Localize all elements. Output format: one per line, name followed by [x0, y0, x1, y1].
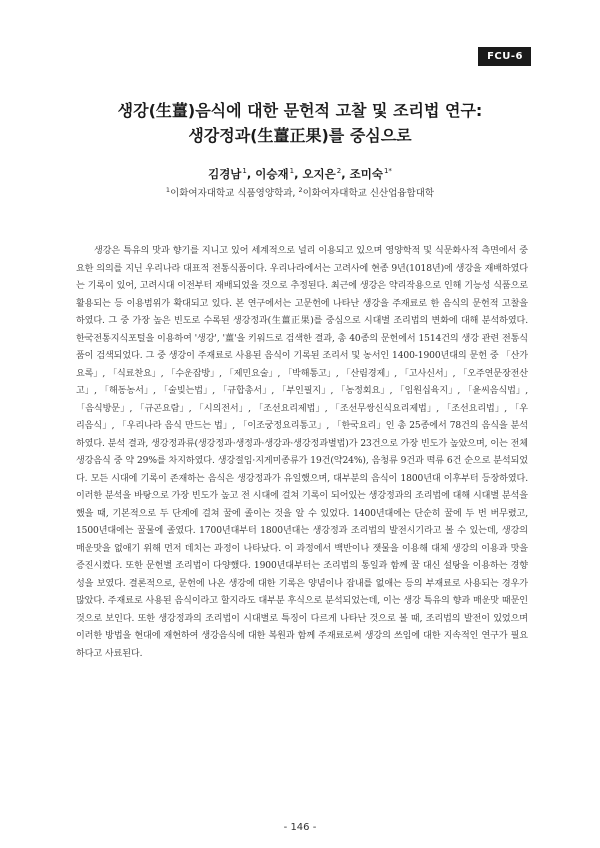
author-name: 이승재 — [255, 167, 289, 181]
author — [350, 167, 392, 181]
paper-title — [0, 98, 600, 148]
author — [208, 167, 255, 181]
author-separator: , — [294, 167, 303, 181]
title-line-1: 생강(生薑)음식에 대한 문헌적 고찰 및 조리법 연구: — [117, 101, 483, 120]
affiliation — [298, 188, 434, 199]
affiliation-mark: 2 — [336, 167, 342, 175]
session-code-badge: FCU-6 — [478, 47, 531, 66]
affiliation-mark: 1 — [289, 167, 295, 175]
author — [302, 167, 349, 181]
affiliation — [166, 188, 299, 199]
affiliation-list — [0, 185, 600, 199]
author-separator: , — [246, 167, 256, 181]
author — [255, 167, 302, 181]
page-number: - 146 - — [283, 822, 317, 833]
affiliation-mark: 1 — [242, 167, 247, 175]
affiliation-mark: 1 — [165, 186, 171, 194]
author-name: 오지은 — [302, 167, 336, 181]
author-name: 김경남 — [208, 167, 242, 181]
author-separator: , — [341, 167, 350, 181]
author-list — [0, 166, 600, 182]
author-name: 조미숙 — [349, 167, 383, 181]
affiliation-mark: 1* — [383, 167, 392, 175]
affiliation-text: 이화여자대학교 식품영양학과, — [170, 188, 299, 199]
affiliation-text: 이화여자대학교 신산업융합대학 — [302, 188, 435, 199]
affiliation-mark: 2 — [298, 186, 303, 194]
title-line-2: 생강정과(生薑正果)를 중심으로 — [188, 126, 412, 145]
abstract-text: 생강은 특유의 맛과 향기를 지니고 있어 세계적으로 널리 이용되고 있으며 영양학적 및 식문화사적 측면에서 중요한 의의를 지닌 우리나라 대표적 전통식품이다. 우리나라에서는 고려사에 현종 9년(1018년)에 생강을 재배하였다는 기록이 있어, 고려시대 이전부터 재배되었을 것으로 추정된다. 최근에 생강은 약리작용으로 인해 기능성 식품으로 활용되는 등 이용범위가 확대되고 있다. 본 연구에서는 고문헌에 나타난 생강을 주재료로 한 음식의 문헌적 고찰을 하였다. 그 중 가장 높은 빈도로 수록된 생강정과(生薑正果)를 중심으로 시대별 조리법의 변화에 대해 분석하였다. 한국전통지식포털을 이용하여 '생강', '薑'을 키워드로 검색한 결과, 총 40종의 문헌에서 1514건의 생강 관련 전통식품이 검색되었다. 그 중 생강이 주재료로 사용된 음식이 기록된 조리서 및 농서인 1400-1900년대의 문헌 중 「산가요록」, 「식료찬요」, 「수운잡방」, 「제민요술」, 「박해통고」, 「산림경제」, 「고사신서」, 「오주연문장전산고」, 「해동농서」, 「술빚는법」, 「규합총서」, 「부인필지」, 「농정회요」, 「임원십육지」, 「윤씨음식법」, 「음식방문」, 「규곤요람」, 「시의전서」, 「조선요리제법」, 「조선무쌍신식요리제법」, 「조선요리법」, 「우리음식」, 「우리나라 음식 만드는 법」, 「이조궁정요리통고」, 「한국요리」인 총 25종에서 78건의 음식을 분석하였다. 분석 결과, 생강정과류(생강정과·생정과·생강과·생강정과별법)가 23건으로 가장 빈도가 높았으며, 이는 전체 생강음식 중 약 29%를 차지하였다. 생강절임·지게미종류가 19건(약24%), 음청류 9건과 떡류 6건 순으로 분석되었다. 모든 시대에 기록이 존재하는 음식은 생강정과가 유일했으며, 대부분의 음식이 1800년대 이후부터 등장하였다. 이러한 분석을 바탕으로 가장 빈도가 높고 전 시대에 걸쳐 기록이 되어있는 생강정과의 조리법에 대해 시대별 분석을 했을 때, 기본적으로 두 단계에 걸쳐 꿀에 졸이는 것을 알 수 있었다. 1400년대에는 단순히 꿀에 두 번 버무렸고, 1500년대에는 꿀물에 졸였다. 1700년대부터 1800년대는 생강정과 조리법의 발전시기라고 볼 수 있는데, 생강의 매운맛을 없애기 위해 먼저 데치는 과정이 나타났다. 이 과정에서 백반이나 잿물을 이용해 대체 생강의 이용과 맛을 증진시켰다. 또한 문헌별 조리법이 다양했다. 1900년대부터는 조리법의 통일과 함께 꿀 대신 설탕을 이용하는 경향성을 보였다. 결론적으로, 문헌에 나온 생강에 대한 기록은 양념이나 잡내를 없애는 등의 부재료로 사용되는 경우가 많았다. 주재료로 사용된 음식이라고 할지라도 대부분 후식으로 분석되었는데, 이는 생강 특유의 향과 매운맛 때문인 것으로 보인다. 또한 생강정과의 조리법이 시대별로 특징이 다르게 나타난 것으로 볼 때, 조리법의 발전이 있었으며 이러한 방법을 현대에 재현하여 생강음식에 대한 복원과 함께 주재료로써 생강의 쓰임에 대한 지속적인 연구가 필요하다고 사료된다. — [76, 246, 528, 659]
